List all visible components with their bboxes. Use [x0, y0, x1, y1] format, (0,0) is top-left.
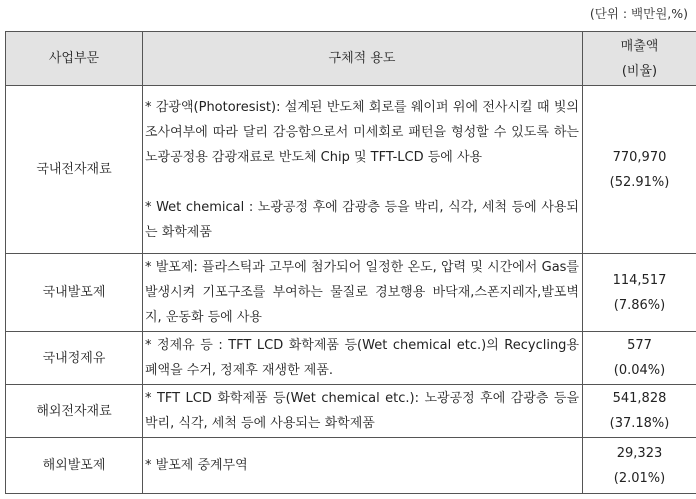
sales-ratio: (0.04%)	[613, 363, 666, 378]
paragraph-spacer	[145, 170, 579, 195]
sales-cell	[583, 332, 696, 385]
usage-cell	[143, 254, 583, 332]
header-sales-label: 매출액	[620, 38, 659, 54]
usage-text: * 발포제 중계무역	[145, 458, 248, 473]
sales-cell	[583, 254, 696, 332]
segment-cell: 해외전자재료	[6, 385, 143, 438]
table-row	[6, 438, 696, 494]
header-usage: 구체적 용도	[143, 32, 583, 86]
sales-amount: 29,323	[616, 445, 663, 461]
header-segment: 사업부문	[6, 32, 143, 86]
table-row	[6, 86, 696, 254]
usage-text: * 감광액(Photoresist): 설계된 반도체 회로를 웨이퍼 위에 전사시킬 때 빛의 조사여부에 따라 달리 감응함으로서 미세회로 패턴을 형성할 수 있도록 하는 노광공정용 감광재료로 반도체 Chip 및 TFT-LCD 등에 사용	[145, 99, 579, 165]
business-segment-table	[5, 31, 696, 494]
usage-text: * 발포제: 플라스틱과 고무에 첨가되어 일정한 온도, 압력 및 시간에서 Gas를 발생시켜 기포구조를 부여하는 물질로 경보행용 바닥재,스폰지레자,발포벽지, 운동화 등에 사용	[145, 260, 579, 325]
sales-cell	[583, 438, 696, 494]
usage-text: * TFT LCD 화학제품 등(Wet chemical etc.): 노광공정 후에 감광층 등을 박리, 식각, 세척 등에 사용되는 화학제품	[145, 391, 579, 431]
segment-cell: 해외발포제	[6, 438, 143, 494]
usage-text: * Wet chemical : 노광공정 후에 감광층 등을 박리, 식각, 세척 등에 사용되는 화학제품	[145, 199, 579, 240]
segment-cell: 국내발포제	[6, 254, 143, 332]
sales-amount: 541,828	[612, 391, 667, 406]
unit-note: (단위 : 백만원,%)	[589, 6, 688, 21]
usage-cell	[143, 385, 583, 438]
sales-amount: 577	[627, 338, 652, 353]
usage-cell	[143, 332, 583, 385]
usage-text: * 정제유 등 : TFT LCD 화학제품 등(Wet chemical etc.)의 Recycling용 폐액을 수거, 정제후 재생한 제품.	[145, 338, 579, 378]
table-row	[6, 385, 696, 438]
usage-cell	[143, 86, 583, 254]
sales-cell	[583, 385, 696, 438]
usage-cell	[143, 438, 583, 494]
sales-cell	[583, 86, 696, 254]
sales-ratio: (37.18%)	[609, 416, 670, 431]
header-sales	[583, 32, 696, 86]
segment-cell: 국내전자재료	[6, 86, 143, 254]
table-row	[6, 254, 696, 332]
sales-ratio: (7.86%)	[613, 297, 666, 313]
header-ratio-label: (비율)	[621, 63, 658, 79]
segment-cell: 국내정제유	[6, 332, 143, 385]
sales-amount: 770,970	[612, 149, 667, 165]
sales-ratio: (2.01%)	[613, 470, 666, 486]
table-row	[6, 332, 696, 385]
sales-amount: 114,517	[612, 272, 667, 288]
sales-ratio: (52.91%)	[609, 174, 670, 190]
table-header-row	[6, 32, 696, 86]
